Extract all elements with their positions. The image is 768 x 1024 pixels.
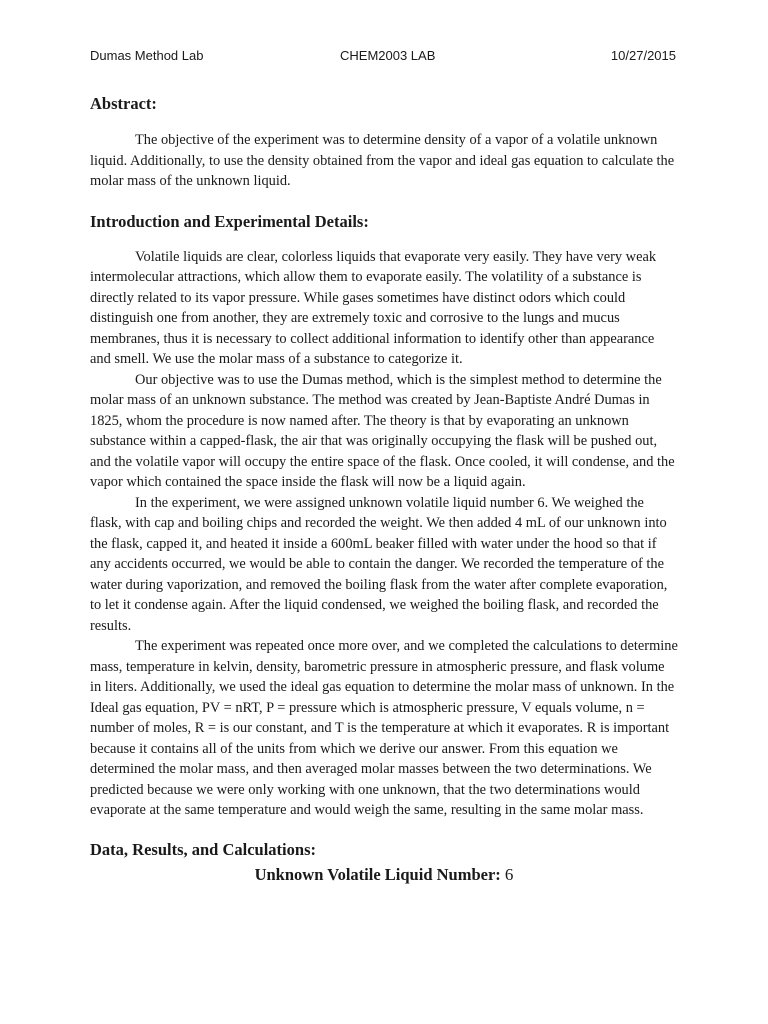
abstract-heading: Abstract:: [90, 94, 157, 113]
intro-heading: Introduction and Experimental Details:: [90, 211, 369, 231]
intro-paragraph: The experiment was repeated once more over, and we completed the calculations to determine mass, temperature in kelvin, density, barometric pressure in atmospheric pressure, and flask volume in liters. Additionally, we used the ideal gas equation to determine the molar mass of unknown. In the Ideal gas equation, PV = nRT, P = pressure which is atmospheric pressure, V equals volume, n = number of moles, R = is our constant, and T is the temperature at which it evaporates. R is important because it contains all of the units from which we derive our answer. From this equation we determined the molar mass, and then averaged molar masses between the two determinations. We predicted because we were only working with one unknown, that the two determinations would evaporate at the same temperature and would weigh the same, resulting in the same molar mass.: [90, 638, 678, 818]
document-body: [90, 92, 678, 888]
header-date: 10/27/2015: [610, 48, 676, 63]
header-title: Dumas Method Lab: [90, 48, 204, 63]
intro-paragraph: Our objective was to use the Dumas method, which is the simplest method to determine the molar mass of an unknown substance. The method was created by Jean-Baptiste André Dumas in 1825, whom the procedure is now named after. The theory is that by evaporating an unknown substance within a capped-flask, the air that was originally occupying the flask will be pushed out, and the volatile vapor will occupy the entire space of the flask. Once cooled, it will condense, and the vapor which contained the space inside the flask will now be a liquid again.: [90, 371, 675, 490]
data-heading: Data, Results, and Calculations:: [90, 839, 316, 859]
intro-paragraph: Volatile liquids are clear, colorless liquids that evaporate very easily. They have very weak intermolecular attractions, which allow them to evaporate easily. The volatility of a substance is directly related to its vapor pressure. While gases sometimes have distinct odors which could distinguish one from another, they are extremely toxic and corrosive to the lungs and mucus membranes, thus it is necessary to collect additional information to identify other than appearance and smell. We use the molar mass of a substance to categorize it.: [90, 248, 657, 367]
unknown-number-value: 6: [504, 864, 514, 884]
page-header: [90, 48, 676, 68]
unknown-number-line: [90, 862, 678, 888]
abstract-paragraph: The objective of the experiment was to determine density of a vapor of a volatile unknown liquid. Additionally, to use the density obtained from the vapor and ideal gas equation to calculate the molar mass of the unknown liquid.: [90, 132, 675, 189]
intro-paragraph: In the experiment, we were assigned unknown volatile liquid number 6. We weighed the flask, with cap and boiling chips and recorded the weight. We then added 4 mL of our unknown into the flask, capped it, and heated it inside a 600mL beaker filled with water under the hood so that if any accidents occurred, we would be able to contain the danger. We recorded the temperature of the water during vaporization, and removed the boiling flask from the water after complete evaporation, to let it condense again. After the liquid condensed, we weighed the boiling flask, and recorded the results.: [90, 494, 668, 634]
header-course: CHEM2003 LAB: [340, 48, 436, 63]
unknown-number-label: Unknown Volatile Liquid Number:: [254, 864, 501, 884]
